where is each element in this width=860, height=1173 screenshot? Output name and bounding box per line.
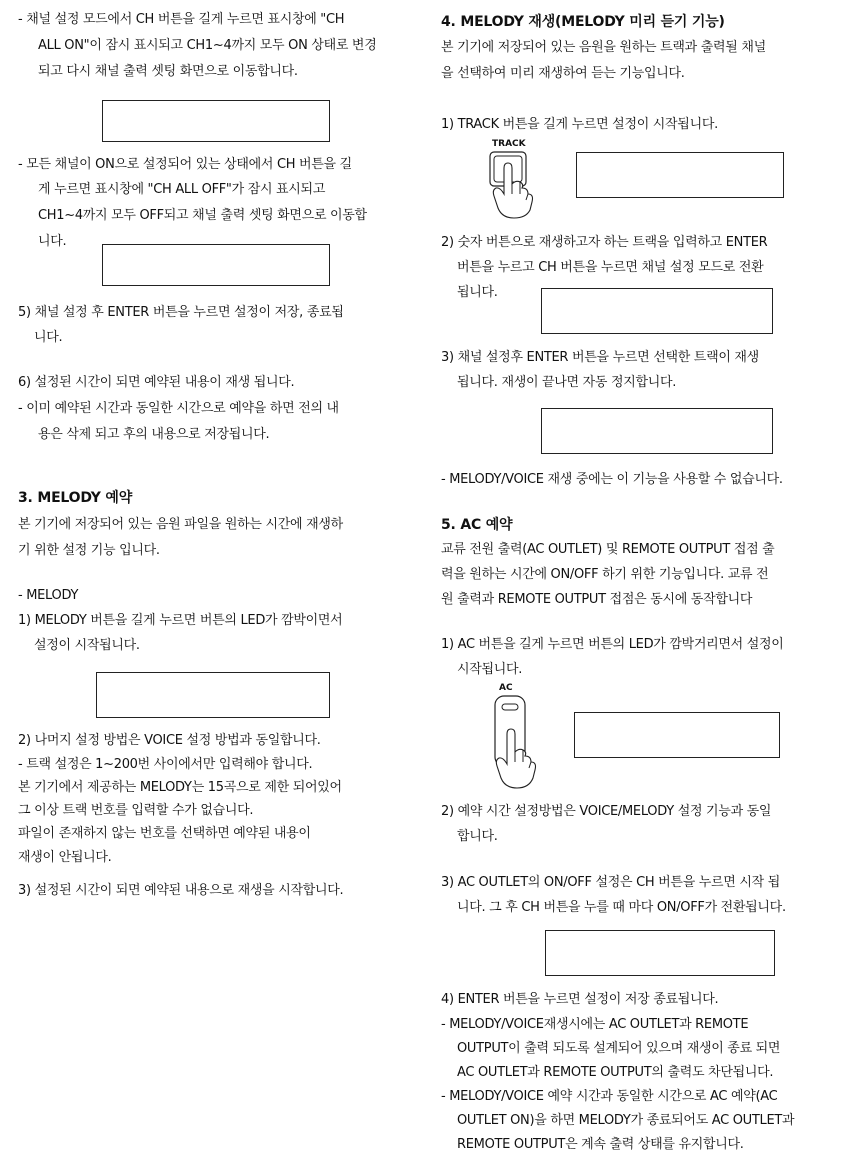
step5-text-1: 5) 채널 설정 후 ENTER 버튼을 누르면 설정이 저장, 종료됩: [18, 305, 344, 320]
section4-step2-3: 됩니다.: [457, 285, 498, 300]
track-button-hand-icon: [486, 150, 546, 220]
section3-step1-1: 1) MELODY 버튼을 길게 누르면 버튼의 LED가 깜박이면서: [18, 613, 343, 628]
section3-step3: 3) 설정된 시간이 되면 예약된 내용으로 재생을 시작합니다.: [18, 883, 344, 898]
section5-note2-3: REMOTE OUTPUT은 계속 출력 상태를 유지합니다.: [457, 1137, 744, 1152]
section3-desc-2: 기 위한 설정 기능 입니다.: [18, 543, 160, 558]
section4-step1: 1) TRACK 버튼을 길게 누르면 설정이 시작됩니다.: [441, 117, 718, 132]
section5-step2-2: 합니다.: [457, 829, 498, 844]
ac-button-label: AC: [499, 683, 513, 693]
section5-desc-2: 력을 원하는 시간에 ON/OFF 하기 위한 기능입니다. 교류 전: [441, 567, 769, 582]
section5-step3-1: 3) AC OUTLET의 ON/OFF 설정은 CH 버튼을 누르면 시작 됩: [441, 875, 780, 890]
section5-desc-1: 교류 전원 출력(AC OUTLET) 및 REMOTE OUTPUT 접점 출: [441, 542, 775, 557]
section3-desc-1: 본 기기에 저장되어 있는 음원 파일을 원하는 시간에 재생하: [18, 517, 343, 532]
section4-desc-2: 을 선택하여 미리 재생하여 듣는 기능입니다.: [441, 66, 685, 81]
section3-title: 3. MELODY 예약: [18, 490, 133, 506]
section3-step1-2: 설정이 시작됩니다.: [34, 638, 140, 653]
ch-all-on-text-3: 되고 다시 채널 출력 셋팅 화면으로 이동합니다.: [38, 64, 298, 79]
lcd-ac-off: [574, 712, 780, 758]
section4-desc-1: 본 기기에 저장되어 있는 음원을 원하는 트랙과 출력될 채널: [441, 40, 766, 55]
lcd-line-1: [546, 453, 768, 454]
section3-step2-1: 2) 나머지 설정 방법은 VOICE 설정 방법과 동일합니다.: [18, 733, 321, 748]
lcd-line-1: [101, 717, 325, 718]
ch-all-off-text-4: 니다.: [38, 234, 67, 249]
section4-step2-2: 버튼을 누르고 CH 버튼을 누르면 채널 설정 모드로 전환: [457, 260, 764, 275]
ch-all-off-text-3: CH1~4까지 모두 OFF되고 채널 출력 셋팅 화면으로 이동합: [38, 208, 367, 223]
section5-desc-3: 원 출력과 REMOTE OUTPUT 접점은 동시에 동작합니다: [441, 592, 753, 607]
section5-title: 5. AC 예약: [441, 517, 513, 533]
lcd-line-1: [546, 333, 768, 334]
section5-step2-1: 2) 예약 시간 설정방법은 VOICE/MELODY 설정 기능과 동일: [441, 804, 772, 819]
section5-step1-1: 1) AC 버튼을 길게 누르면 버튼의 LED가 깜박거리면서 설정이: [441, 637, 784, 652]
lcd-melody-play-ch: [541, 288, 773, 334]
section4-step3-1: 3) 채널 설정후 ENTER 버튼을 누르면 선택한 트랙이 재생: [441, 350, 759, 365]
step6-text-3: 용은 삭제 되고 후의 내용으로 저장됩니다.: [38, 427, 270, 442]
section5-note2-2: OUTLET ON)을 하면 MELODY가 종료되어도 AC OUTLET과: [457, 1113, 795, 1128]
section4-note: - MELODY/VOICE 재생 중에는 이 기능을 사용할 수 없습니다.: [441, 472, 783, 487]
section5-note1-2: OUTPUT이 출력 되도록 설계되어 있으며 재생이 종료 되면: [457, 1041, 781, 1056]
ch-all-off-text-2: 게 누르면 표시창에 "CH ALL OFF"가 잠시 표시되고: [38, 182, 326, 197]
section5-step4: 4) ENTER 버튼을 누르면 설정이 저장 종료됩니다.: [441, 992, 719, 1007]
lcd-ch-all-on: [102, 100, 330, 142]
ch-all-off-text-1: - 모든 채널이 ON으로 설정되어 있는 상태에서 CH 버튼을 길: [18, 157, 352, 172]
section4-step2-1: 2) 숫자 버튼으로 재생하고자 하는 트랙을 입력하고 ENTER: [441, 235, 768, 250]
lcd-melody-play-status: [541, 408, 773, 454]
section5-step3-2: 니다. 그 후 CH 버튼을 누를 때 마다 ON/OFF가 전환됩니다.: [457, 900, 786, 915]
section4-step3-2: 됩니다. 재생이 끝나면 자동 정지합니다.: [457, 375, 677, 390]
step5-text-2: 니다.: [34, 330, 63, 345]
section5-note1-3: AC OUTLET과 REMOTE OUTPUT의 출력도 차단됩니다.: [457, 1065, 774, 1080]
section3-step2-5: 파일이 존재하지 않는 번호를 선택하면 예약된 내용이: [18, 826, 311, 841]
lcd-line-1: [550, 975, 770, 976]
section4-title: 4. MELODY 재생(MELODY 미리 듣기 기능): [441, 14, 725, 30]
lcd-melody-reserve: [96, 672, 330, 718]
section3-step2-3: 본 기기에서 제공하는 MELODY는 15곡으로 제한 되어있어: [18, 780, 342, 795]
section5-step1-2: 시작됩니다.: [457, 662, 523, 677]
step6-text-1: 6) 설정된 시간이 되면 예약된 내용이 재생 됩니다.: [18, 375, 295, 390]
ch-all-on-text-2: ALL ON"이 잠시 표시되고 CH1~4까지 모두 ON 상태로 변경: [38, 38, 377, 53]
lcd-melody-play-track: [576, 152, 784, 198]
lcd-line-1: [579, 757, 775, 758]
section5-note2-1: - MELODY/VOICE 예약 시간과 동일한 시간으로 AC 예약(AC: [441, 1089, 778, 1104]
track-button-label: TRACK: [492, 139, 526, 149]
ch-all-on-text-1: - 채널 설정 모드에서 CH 버튼을 길게 누르면 표시창에 "CH: [18, 12, 345, 27]
section5-note1-1: - MELODY/VOICE재생시에는 AC OUTLET과 REMOTE: [441, 1017, 749, 1032]
section3-step2-2: - 트랙 설정은 1~200번 사이에서만 입력해야 합니다.: [18, 757, 313, 772]
section3-step2-4: 그 이상 트랙 번호를 입력할 수가 없습니다.: [18, 803, 254, 818]
lcd-ch-all-off: [102, 244, 330, 286]
section3-sub: - MELODY: [18, 588, 79, 603]
ac-button-hand-icon: [489, 694, 549, 790]
step6-text-2: - 이미 예약된 시간과 동일한 시간으로 예약을 하면 전의 내: [18, 401, 339, 416]
section3-step2-6: 재생이 안됩니다.: [18, 850, 112, 865]
lcd-ac-on: [545, 930, 775, 976]
lcd-line-1: [581, 197, 779, 198]
